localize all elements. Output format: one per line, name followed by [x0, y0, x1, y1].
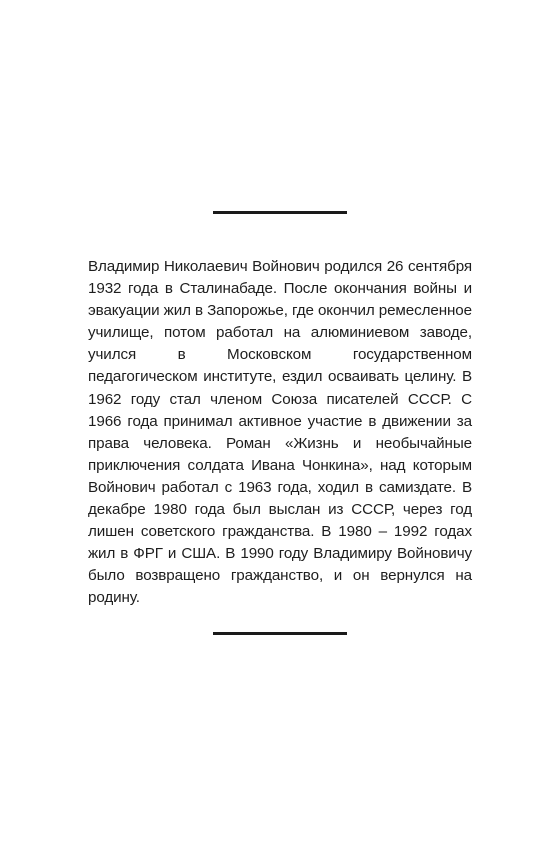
bottom-divider — [213, 632, 347, 635]
top-divider — [213, 211, 347, 214]
author-biography: Владимир Николаевич Войнович родился 26 сентября 1932 года в Сталинабаде. После окончания войны и эвакуации жил в Запорожье, где окончил ремесленное училище, потом работал на алюминиевом заводе, учился в Московском государственном педагогическом институте, ездил осваивать целину. В 1962 году стал членом Союза писателей СССР. С 1966 года принимал активное участие в движении за права человека. Роман «Жизнь и необычайные приключения солдата Ивана Чонкина», над которым Войнович работал с 1963 года, ходил в самиздате. В декабре 1980 года был выслан из СССР, через год лишен советского гражданства. В 1980 – 1992 годах жил в ФРГ и США. В 1990 году Владимиру Войновичу было возвращено гражданство, и он вернулся на родину. — [88, 258, 472, 607]
